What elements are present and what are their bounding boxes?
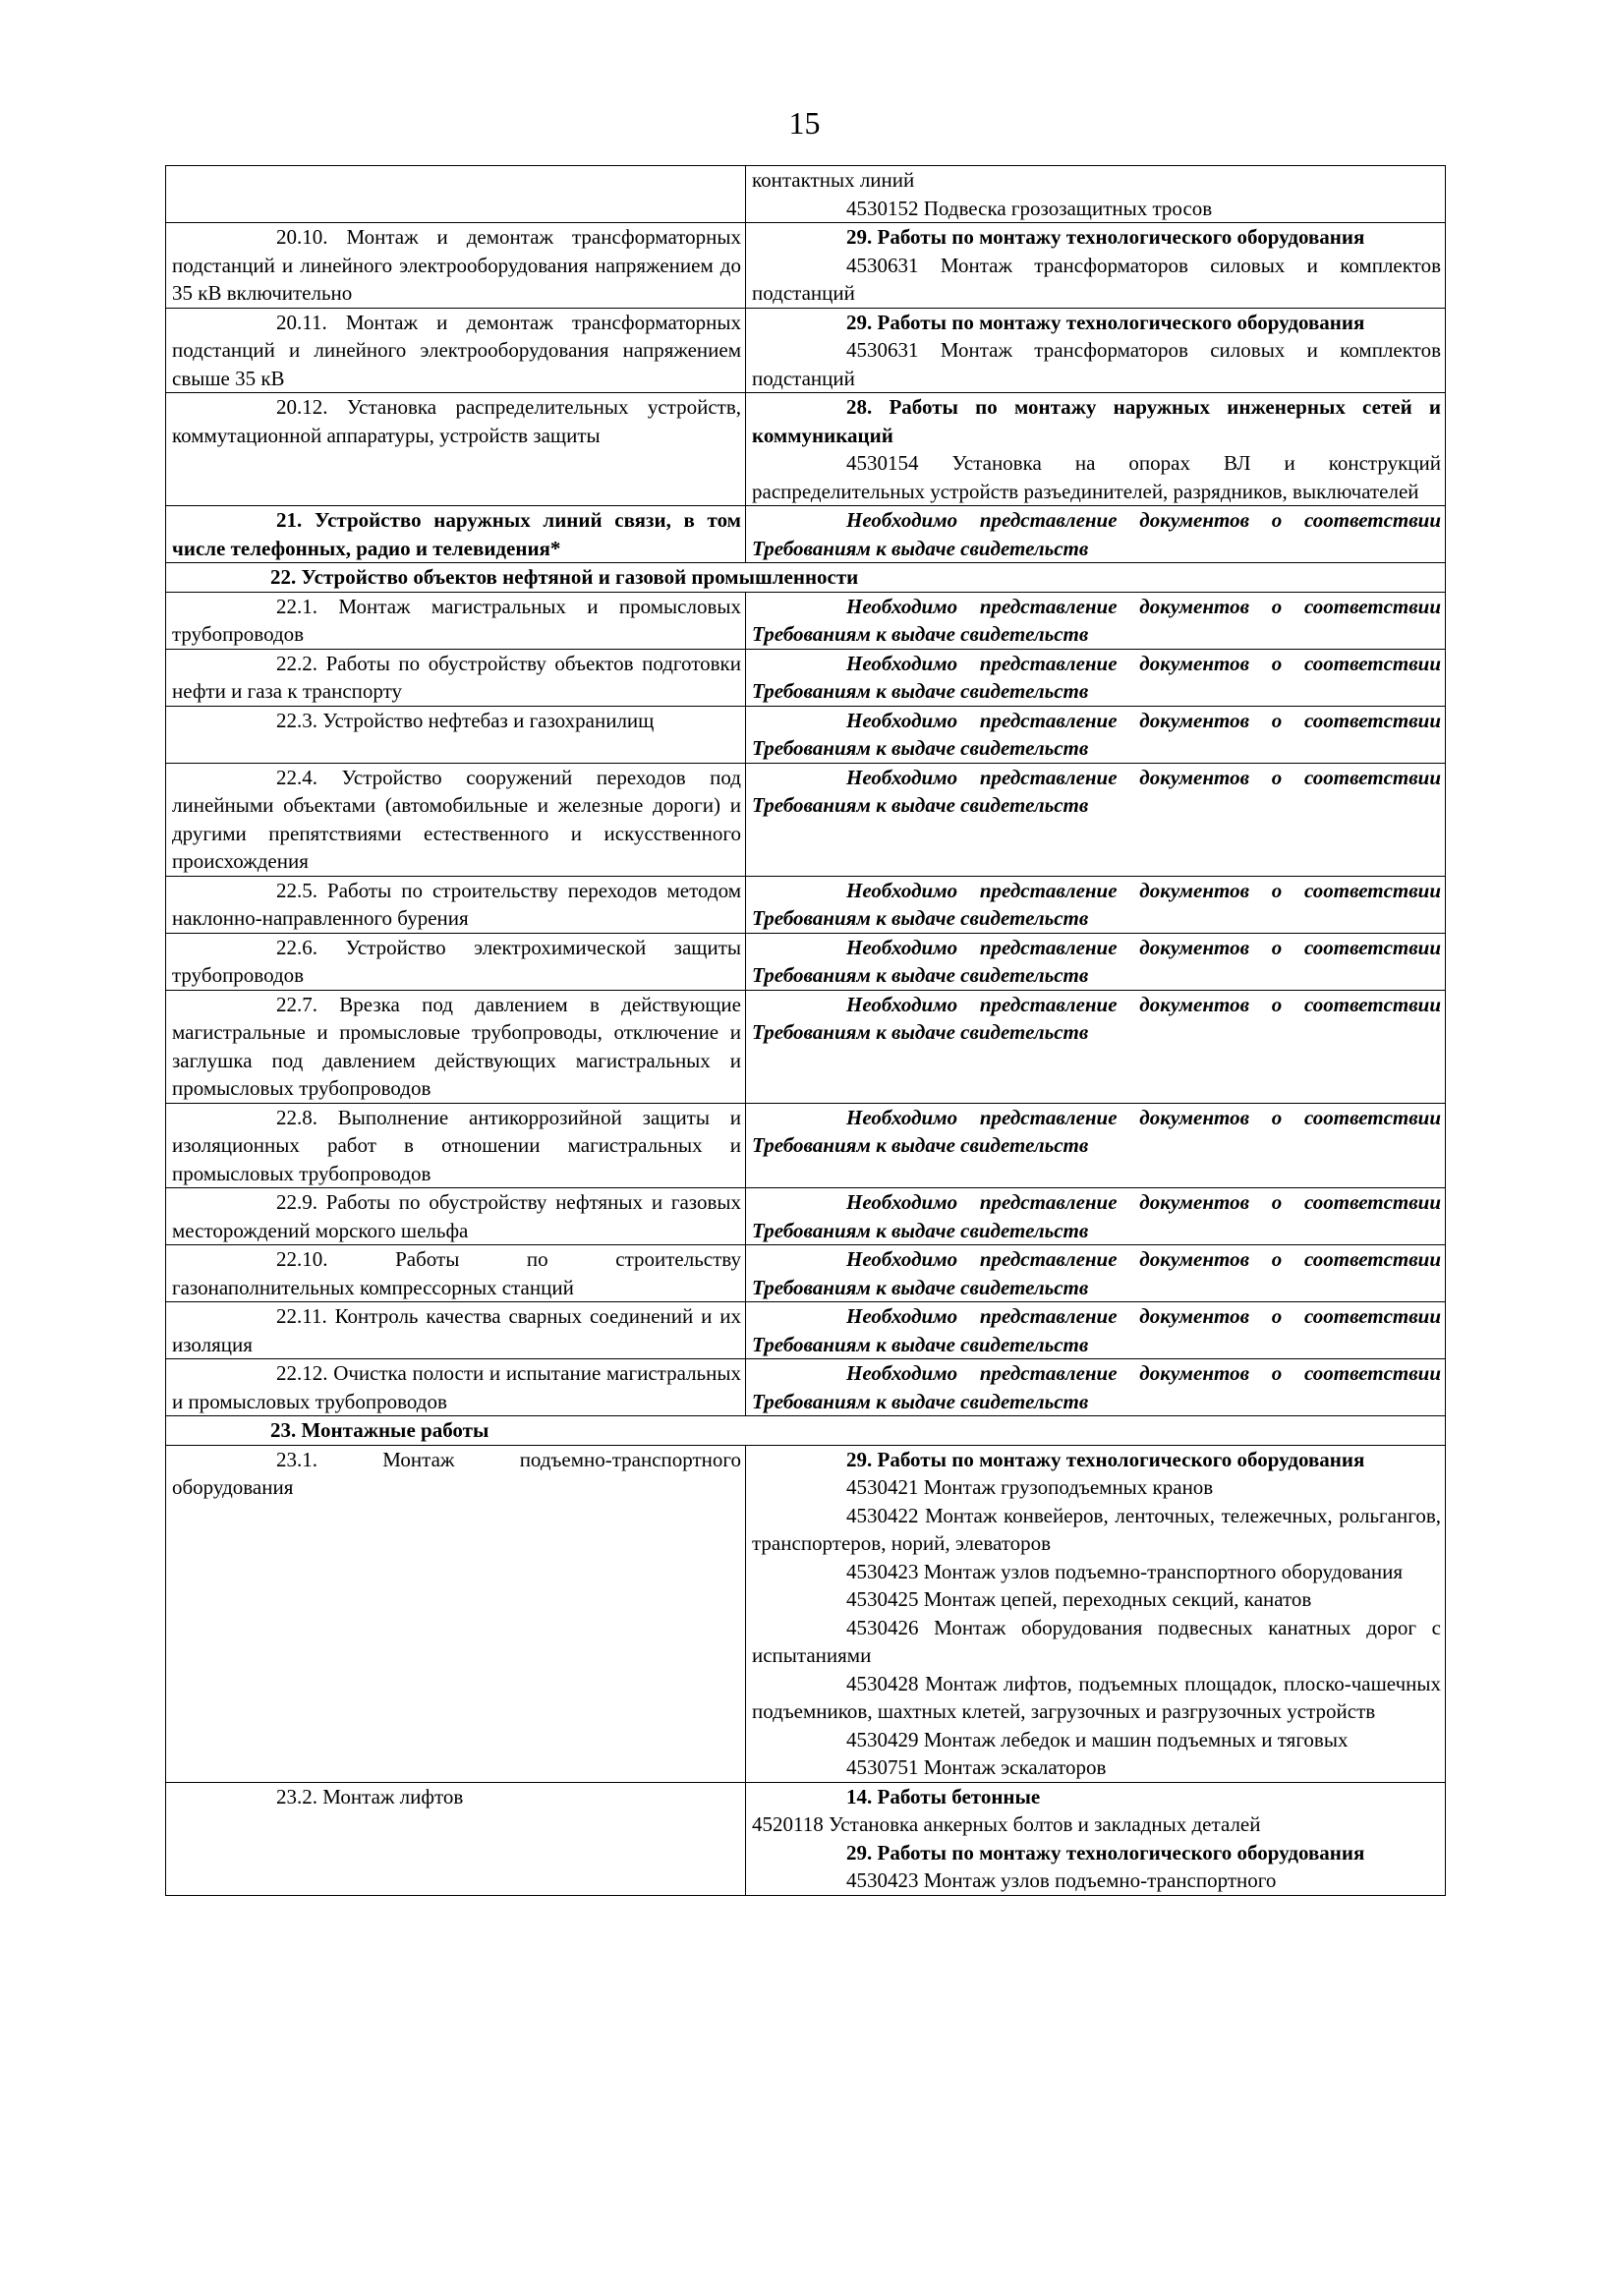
okdp-code-line: 4530426 Монтаж оборудования подвесных канатных дорог с испытаниями	[752, 1615, 1441, 1667]
work-type-text: 22.10. Работы по строительству газонаполнительных компрессорных станций	[172, 1247, 741, 1299]
requirement-note: Необходимо представление документов о соответствии Требованиям к выдаче свидетельств	[752, 1361, 1441, 1413]
table-row-22-4	[166, 763, 1446, 876]
table-row-22	[166, 563, 1446, 593]
okdp-code-line: 4530428 Монтаж лифтов, подъемных площадок, плоско-чашечных подъемников, шахтных клетей, загрузочных и разгрузочных устройств	[752, 1671, 1441, 1723]
okdp-codes-cell	[746, 393, 1446, 506]
table-row-23	[166, 1416, 1446, 1446]
okdp-code-line: 4520118 Установка анкерных болтов и закладных деталей	[752, 1812, 1261, 1836]
table-row-22-10	[166, 1245, 1446, 1302]
okdp-codes-cell	[746, 506, 1446, 563]
okdp-code-line: контактных линий	[752, 168, 915, 192]
okdp-codes-cell	[746, 1302, 1446, 1359]
okdp-code-line: 4530154 Установка на опорах ВЛ и конструкций распределительных устройств разъединителей, разрядников, выключателей	[752, 451, 1441, 503]
work-type-text: 20.10. Монтаж и демонтаж трансформаторных подстанций и линейного электрооборудования напряжением до 35 кВ включительно	[172, 225, 741, 305]
okdp-codes-cell	[746, 990, 1446, 1103]
work-type-cell	[166, 1782, 746, 1895]
table-row-22-6	[166, 933, 1446, 990]
requirement-note: Необходимо представление документов о соответствии Требованиям к выдаче свидетельств	[752, 1247, 1441, 1299]
work-type-text: 21. Устройство наружных линий связи, в том числе телефонных, радио и телевидения*	[172, 508, 741, 560]
table-row-20-11	[166, 308, 1446, 393]
okdp-code-line: 4530429 Монтаж лебедок и машин подъемных и тяговых	[846, 1727, 1349, 1751]
table-row-22-9	[166, 1188, 1446, 1245]
work-group-heading: 29. Работы по монтажу технологического оборудования	[846, 1447, 1365, 1471]
page-number: 15	[788, 105, 821, 141]
table-row-22-5	[166, 876, 1446, 933]
work-type-cell	[166, 1103, 746, 1188]
work-type-text: 22.4. Устройство сооружений переходов под линейными объектами (автомобильные и железные дороги) и другими препятствиями естественного и искусственного происхождения	[172, 765, 741, 873]
table-row-cont	[166, 166, 1446, 223]
work-type-text: 22.5. Работы по строительству переходов методом наклонно-направленного бурения	[172, 878, 741, 930]
okdp-code-line: 4530152 Подвеска грозозащитных тросов	[846, 196, 1213, 220]
requirement-note: Необходимо представление документов о соответствии Требованиям к выдаче свидетельств	[752, 765, 1441, 817]
work-type-text: 22.8. Выполнение антикоррозийной защиты и изоляционных работ в отношении магистральных и промысловых трубопроводов	[172, 1105, 741, 1185]
work-type-text: 23.1. Монтаж подъемно-транспортного оборудования	[172, 1447, 741, 1499]
work-type-cell	[166, 1302, 746, 1359]
classification-table	[165, 165, 1446, 1896]
okdp-codes-cell	[746, 308, 1446, 393]
table-row-22-3	[166, 706, 1446, 763]
table-row-22-2	[166, 649, 1446, 706]
requirement-note: Необходимо представление документов о соответствии Требованиям к выдаче свидетельств	[752, 935, 1441, 987]
table-row-20-10	[166, 223, 1446, 309]
okdp-codes-cell	[746, 1445, 1446, 1782]
work-type-cell	[166, 876, 746, 933]
work-group-heading: 29. Работы по монтажу технологического оборудования	[846, 225, 1365, 249]
okdp-codes-cell	[746, 1245, 1446, 1302]
work-type-text: 22.11. Контроль качества сварных соединений и их изоляция	[172, 1304, 741, 1356]
work-type-cell	[166, 223, 746, 309]
requirement-note: Необходимо представление документов о соответствии Требованиям к выдаче свидетельств	[752, 1304, 1441, 1356]
work-type-cell	[166, 990, 746, 1103]
okdp-code-line: 4530751 Монтаж эскалаторов	[846, 1755, 1107, 1779]
work-group-heading: 14. Работы бетонные	[846, 1784, 1041, 1808]
requirement-note: Необходимо представление документов о соответствии Требованиям к выдаче свидетельств	[752, 651, 1441, 703]
okdp-codes-cell	[746, 166, 1446, 223]
okdp-codes-cell	[746, 1782, 1446, 1895]
work-type-cell	[166, 1359, 746, 1416]
work-type-cell	[166, 1188, 746, 1245]
work-type-cell	[166, 706, 746, 763]
table-row-20-12	[166, 393, 1446, 506]
table-row-22-12	[166, 1359, 1446, 1416]
work-type-cell	[166, 1445, 746, 1782]
requirement-note: Необходимо представление документов о соответствии Требованиям к выдаче свидетельств	[752, 1190, 1441, 1242]
work-type-text: 22.6. Устройство электрохимической защиты трубопроводов	[172, 935, 741, 987]
section-heading: 23. Монтажные работы	[166, 1416, 1446, 1446]
table-row-22-11	[166, 1302, 1446, 1359]
work-type-cell	[166, 308, 746, 393]
work-type-text: 22.9. Работы по обустройству нефтяных и газовых месторождений морского шельфа	[172, 1190, 741, 1242]
requirement-note: Необходимо представление документов о соответствии Требованиям к выдаче свидетельств	[752, 1105, 1441, 1157]
work-type-cell	[166, 1245, 746, 1302]
okdp-codes-cell	[746, 876, 1446, 933]
okdp-code-line: 4530421 Монтаж грузоподъемных кранов	[846, 1475, 1214, 1499]
work-type-text: 22.7. Врезка под давлением в действующие магистральные и промысловые трубопроводы, отключение и заглушка под давлением действующих магистральных и промысловых трубопроводов	[172, 992, 741, 1100]
okdp-codes-cell	[746, 1188, 1446, 1245]
okdp-code-line: 4530631 Монтаж трансформаторов силовых и комплектов подстанций	[752, 253, 1441, 305]
table-row-23-1	[166, 1445, 1446, 1782]
okdp-code-line: 4530422 Монтаж конвейеров, ленточных, тележечных, рольгангов, транспортеров, норий, элеваторов	[752, 1503, 1441, 1555]
work-type-text: 20.12. Установка распределительных устройств, коммутационной аппаратуры, устройств защиты	[172, 395, 741, 447]
requirement-note: Необходимо представление документов о соответствии Требованиям к выдаче свидетельств	[752, 878, 1441, 930]
work-type-cell	[166, 592, 746, 649]
requirement-note: Необходимо представление документов о соответствии Требованиям к выдаче свидетельств	[752, 992, 1441, 1044]
okdp-code-line: 4530631 Монтаж трансформаторов силовых и комплектов подстанций	[752, 338, 1441, 390]
okdp-codes-cell	[746, 933, 1446, 990]
okdp-codes-cell	[746, 592, 1446, 649]
okdp-codes-cell	[746, 649, 1446, 706]
table-row-23-2	[166, 1782, 1446, 1895]
okdp-codes-cell	[746, 1103, 1446, 1188]
requirement-note: Необходимо представление документов о соответствии Требованиям к выдаче свидетельств	[752, 708, 1441, 760]
work-group-heading: 29. Работы по монтажу технологического оборудования	[846, 310, 1365, 334]
okdp-code-line: 4530423 Монтаж узлов подъемно-транспортного	[846, 1868, 1277, 1892]
work-type-text: 22.2. Работы по обустройству объектов подготовки нефти и газа к транспорту	[172, 651, 741, 703]
section-heading: 22. Устройство объектов нефтяной и газовой промышленности	[166, 563, 1446, 593]
okdp-code-line: 4530423 Монтаж узлов подъемно-транспортного оборудования	[846, 1559, 1404, 1583]
work-type-cell	[166, 763, 746, 876]
work-group-heading: 28. Работы по монтажу наружных инженерных сетей и коммуникаций	[752, 395, 1441, 447]
okdp-codes-cell	[746, 706, 1446, 763]
table-row-22-7	[166, 990, 1446, 1103]
requirement-note: Необходимо представление документов о соответствии Требованиям к выдаче свидетельств	[752, 594, 1441, 646]
work-type-text: 23.2. Монтаж лифтов	[276, 1784, 464, 1808]
work-group-heading: 29. Работы по монтажу технологического оборудования	[846, 1840, 1365, 1865]
work-type-cell	[166, 393, 746, 506]
table-row-22-8	[166, 1103, 1446, 1188]
work-type-cell	[166, 506, 746, 563]
work-type-cell	[166, 933, 746, 990]
work-type-text: 20.11. Монтаж и демонтаж трансформаторных подстанций и линейного электрооборудования напряжением свыше 35 кВ	[172, 310, 741, 390]
okdp-codes-cell	[746, 1359, 1446, 1416]
work-type-cell	[166, 649, 746, 706]
work-type-text: 22.3. Устройство нефтебаз и газохранилищ	[276, 708, 655, 732]
work-type-text: 22.12. Очистка полости и испытание магистральных и промысловых трубопроводов	[172, 1361, 741, 1413]
okdp-codes-cell	[746, 763, 1446, 876]
okdp-codes-cell	[746, 223, 1446, 309]
table-row-21	[166, 506, 1446, 563]
table-row-22-1	[166, 592, 1446, 649]
okdp-code-line: 4530425 Монтаж цепей, переходных секций, канатов	[846, 1587, 1312, 1611]
requirement-note: Необходимо представление документов о соответствии Требованиям к выдаче свидетельств	[752, 508, 1441, 560]
work-type-text: 22.1. Монтаж магистральных и промысловых трубопроводов	[172, 594, 741, 646]
work-type-cell	[166, 166, 746, 223]
